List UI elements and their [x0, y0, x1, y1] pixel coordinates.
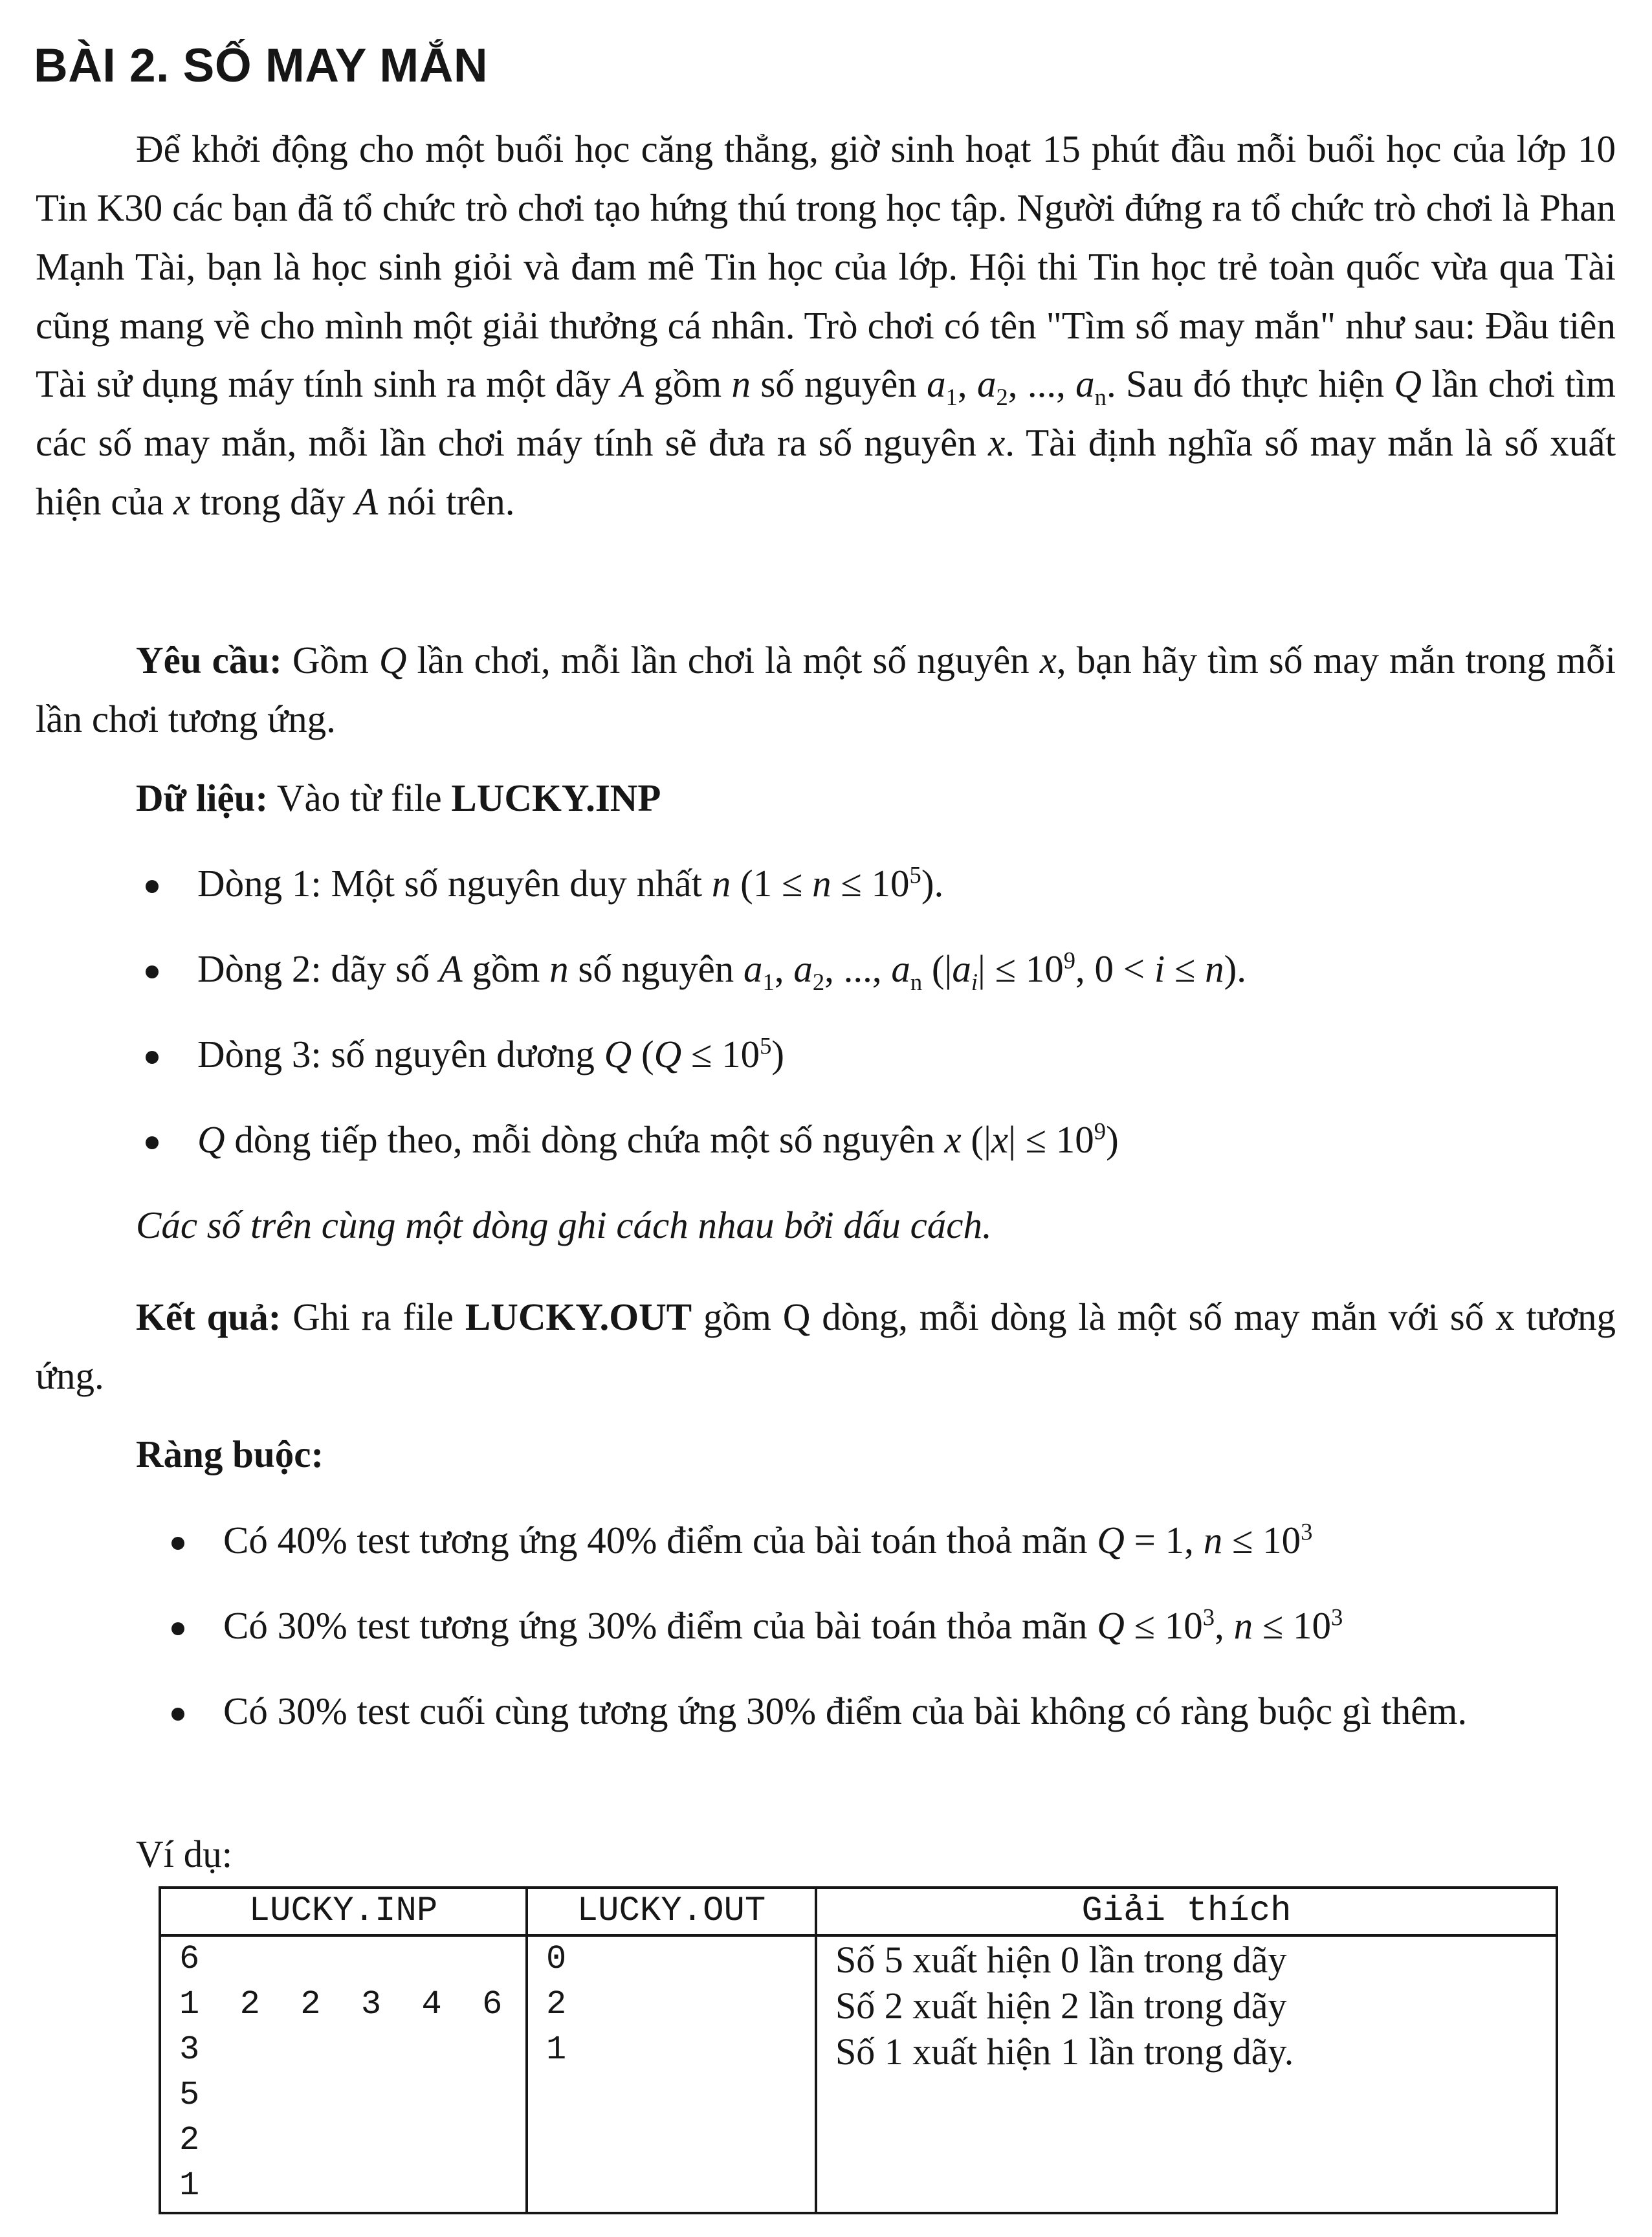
header-output-file: LUCKY.OUT	[527, 1888, 816, 1935]
input-line-1: Dòng 1: Một số nguyên duy nhất n $(1 \le n \le 10^5)$.	[197, 854, 943, 913]
input-value-line: 2	[179, 2121, 200, 2159]
output-value-line: 2	[546, 1985, 567, 2023]
example-table	[159, 1886, 1558, 2214]
constraint-1: Có 40% test tương ứng 40% điểm của bài toán thoả mãn Q = 1, $n \le 10^3$	[223, 1511, 1312, 1570]
constraint-3: Có 30% test cuối cùng tương ứng 30% điểm của bài không có ràng buộc gì thêm.	[223, 1682, 1614, 1741]
constraints-heading: Ràng buộc:	[136, 1433, 324, 1475]
example-header-row	[160, 1888, 1557, 1935]
input-value-line: 1 2 2 3 4 6	[179, 1985, 503, 2023]
output-paragraph: Kết quả: Ghi ra file LUCKY.OUT gồm Q dòng, mỗi dòng là một số may mắn với số x tương ứng.	[36, 1295, 1616, 1397]
input-value-line: 5	[179, 2076, 200, 2114]
problem-title: BÀI 2. SỐ MAY MẮN	[34, 39, 489, 92]
example-explanation-cell	[816, 1935, 1557, 2213]
input-value-line: 1	[179, 2166, 200, 2205]
input-heading: Dữ liệu: Vào từ file LUCKY.INP	[136, 777, 661, 819]
intro-paragraph: Để khởi động cho một buổi học căng thẳng, giờ sinh hoạt 15 phút đầu mỗi buổi học của lớp 10 Tin K30 các bạn đã tổ chức trò chơi tạo hứng thú trong học tập. Người đứng ra tổ chức trò chơi là Phan Mạnh Tài, bạn là học sinh giỏi và đam mê Tin học của lớp. Hội thi Tin học trẻ toàn quốc vừa qua Tài cũng mang về cho mình một giải thưởng cá nhân. Trò chơi có tên "Tìm số may mắn" như sau: Đầu tiên Tài sử dụng máy tính sinh ra một dãy A gồm n số nguyên $a_1$, $a_2$, ..., $a_n$. Sau đó thực hiện Q lần chơi tìm các số may mắn, mỗi lần chơi máy tính sẽ đưa ra số nguyên x. Tài định nghĩa số may mắn là số xuất hiện của x trong dãy A nói trên.	[36, 127, 1616, 523]
input-line-4: Q dòng tiếp theo, mỗi dòng chứa một số nguyên x $(|x| \le 10^9)$	[197, 1110, 1119, 1169]
example-output-cell	[527, 1935, 816, 2213]
output-label: Kết quả:	[136, 1295, 281, 1338]
input-line-2: Dòng 2: dãy số A gồm n số nguyên $a_1$, $a_2$, ..., $a_n$ ($|a_i| \le 10^9$, 0 < i ≤ n).	[197, 940, 1246, 998]
example-label: Ví dụ:	[136, 1833, 233, 1875]
header-explanation: Giải thích	[816, 1888, 1557, 1935]
output-value-line: 0	[546, 1940, 567, 1978]
example-body-row	[160, 1935, 1557, 2213]
explanation-line: Số 2 xuất hiện 2 lần trong dãy	[835, 1985, 1287, 2027]
explanation-line: Số 5 xuất hiện 0 lần trong dãy	[835, 1939, 1287, 1981]
constraint-2: Có 30% test tương ứng 30% điểm của bài toán thỏa mãn $Q \le 10^3$, $n \le 10^3$	[223, 1596, 1343, 1655]
input-line-3: Dòng 3: số nguyên dương Q $(Q \le 10^5)$	[197, 1025, 784, 1084]
example-input-cell	[160, 1935, 527, 2213]
input-note: Các số trên cùng một dòng ghi cách nhau bởi dấu cách.	[136, 1204, 992, 1246]
input-value-line: 3	[179, 2031, 200, 2069]
output-value-line: 1	[546, 2031, 567, 2069]
header-input-file: LUCKY.INP	[160, 1888, 527, 1935]
explanation-line: Số 1 xuất hiện 1 lần trong dãy.	[835, 2031, 1294, 2073]
requirement-label: Yêu cầu:	[136, 639, 282, 681]
requirement-paragraph: Yêu cầu: Gồm Q lần chơi, mỗi lần chơi là một số nguyên x, bạn hãy tìm số may mắn trong mỗi lần chơi tương ứng.	[36, 639, 1616, 740]
input-value-line: 6	[179, 1940, 200, 1978]
